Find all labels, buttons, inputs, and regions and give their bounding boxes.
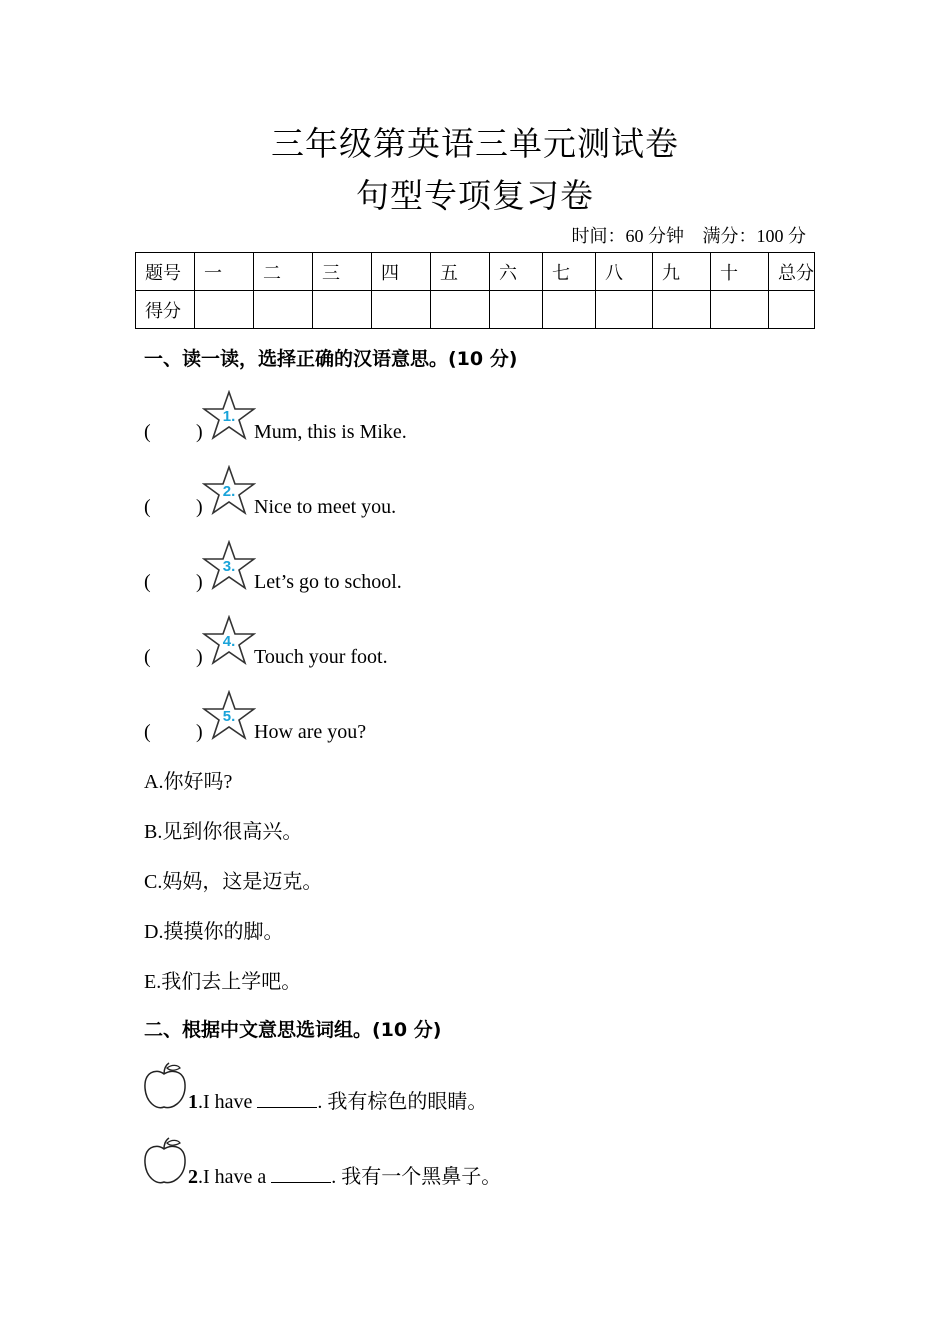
score-blank-cell[interactable] — [543, 291, 596, 329]
score-cell: 七 — [543, 253, 596, 291]
question-text: Mum, this is Mike. — [254, 421, 407, 443]
score-cell: 八 — [596, 253, 653, 291]
question-text: Nice to meet you. — [254, 496, 397, 518]
question-text: How are you? — [254, 721, 367, 743]
option-c: C.妈妈，这是迈克。 — [144, 871, 323, 893]
score-blank-cell[interactable] — [195, 291, 254, 329]
score-table — [135, 252, 815, 329]
page-subtitle: 句型专项复习卷 — [356, 176, 594, 215]
exam-meta — [558, 222, 807, 248]
question-after: . 我有一个黑鼻子。 — [331, 1166, 502, 1188]
score-blank-cell[interactable] — [372, 291, 431, 329]
bracket-close: ) — [196, 721, 203, 743]
question-text: Let’s go to school. — [254, 571, 402, 593]
answer-bracket[interactable] — [144, 571, 206, 594]
question-after: . 我有棕色的眼睛。 — [317, 1091, 488, 1113]
answer-bracket[interactable] — [144, 646, 206, 669]
bracket-close: ) — [196, 496, 203, 518]
answer-blank[interactable] — [271, 1166, 331, 1183]
bracket-close: ) — [196, 571, 203, 593]
score-cell: 四 — [372, 253, 431, 291]
score-blank-cell[interactable] — [711, 291, 769, 329]
answer-bracket[interactable] — [144, 496, 206, 519]
star-number-icon — [202, 615, 256, 667]
score-cell: 九 — [653, 253, 711, 291]
star-number-icon — [202, 540, 256, 592]
section2-heading: 二、根据中文意思选词组。(10 分) — [144, 1019, 442, 1041]
bracket-close: ) — [196, 646, 203, 668]
star-number: 4. — [222, 633, 236, 650]
score-blank-cell[interactable] — [313, 291, 372, 329]
option-b: B.见到你很高兴。 — [144, 821, 303, 843]
bracket-close: ) — [196, 421, 203, 443]
score-cell: 三 — [313, 253, 372, 291]
score-cell: 得分 — [136, 291, 195, 329]
bracket-open: ( — [144, 571, 151, 593]
section1-heading: 一、读一读，选择正确的汉语意思。(10 分) — [144, 348, 518, 370]
score-cell: 五 — [431, 253, 490, 291]
page-title: 三年级第英语三单元测试卷 — [271, 124, 679, 163]
answer-bracket[interactable] — [144, 721, 206, 744]
score-cell: 总分 — [769, 253, 815, 291]
score-cell: 十 — [711, 253, 769, 291]
score-cell: 二 — [254, 253, 313, 291]
answer-blank[interactable] — [257, 1091, 317, 1108]
question-number: 2 — [188, 1166, 198, 1188]
apple-icon — [142, 1137, 190, 1187]
star-number: 5. — [222, 708, 236, 725]
exam-time: 时间：60 分钟 — [571, 226, 684, 246]
bracket-open: ( — [144, 721, 151, 743]
fill-question-text — [188, 1085, 487, 1114]
star-number-icon — [202, 465, 256, 517]
score-table-score-row — [136, 291, 815, 329]
star-number: 3. — [222, 558, 236, 575]
bracket-open: ( — [144, 421, 151, 443]
question-before: .I have — [198, 1091, 258, 1113]
bracket-open: ( — [144, 646, 151, 668]
score-blank-cell[interactable] — [490, 291, 543, 329]
star-number: 1. — [222, 408, 236, 425]
question-before: .I have a — [198, 1166, 272, 1188]
score-cell: 题号 — [136, 253, 195, 291]
bracket-open: ( — [144, 496, 151, 518]
score-blank-cell[interactable] — [769, 291, 815, 329]
star-number-icon — [202, 390, 256, 442]
score-table-header-row — [136, 253, 815, 291]
fill-question-text — [188, 1160, 501, 1189]
apple-icon — [142, 1062, 190, 1112]
question-text: Touch your foot. — [254, 646, 388, 668]
option-d: D.摸摸你的脚。 — [144, 921, 284, 943]
score-cell: 六 — [490, 253, 543, 291]
star-number: 2. — [222, 483, 236, 500]
score-blank-cell[interactable] — [254, 291, 313, 329]
question-number: 1 — [188, 1091, 198, 1113]
score-blank-cell[interactable] — [431, 291, 490, 329]
option-e: E.我们去上学吧。 — [144, 971, 302, 993]
score-blank-cell[interactable] — [596, 291, 653, 329]
option-a: A.你好吗? — [144, 771, 233, 793]
score-blank-cell[interactable] — [653, 291, 711, 329]
answer-bracket[interactable] — [144, 421, 206, 444]
exam-full-score: 满分：100 分 — [702, 226, 806, 246]
score-cell: 一 — [195, 253, 254, 291]
star-number-icon — [202, 690, 256, 742]
